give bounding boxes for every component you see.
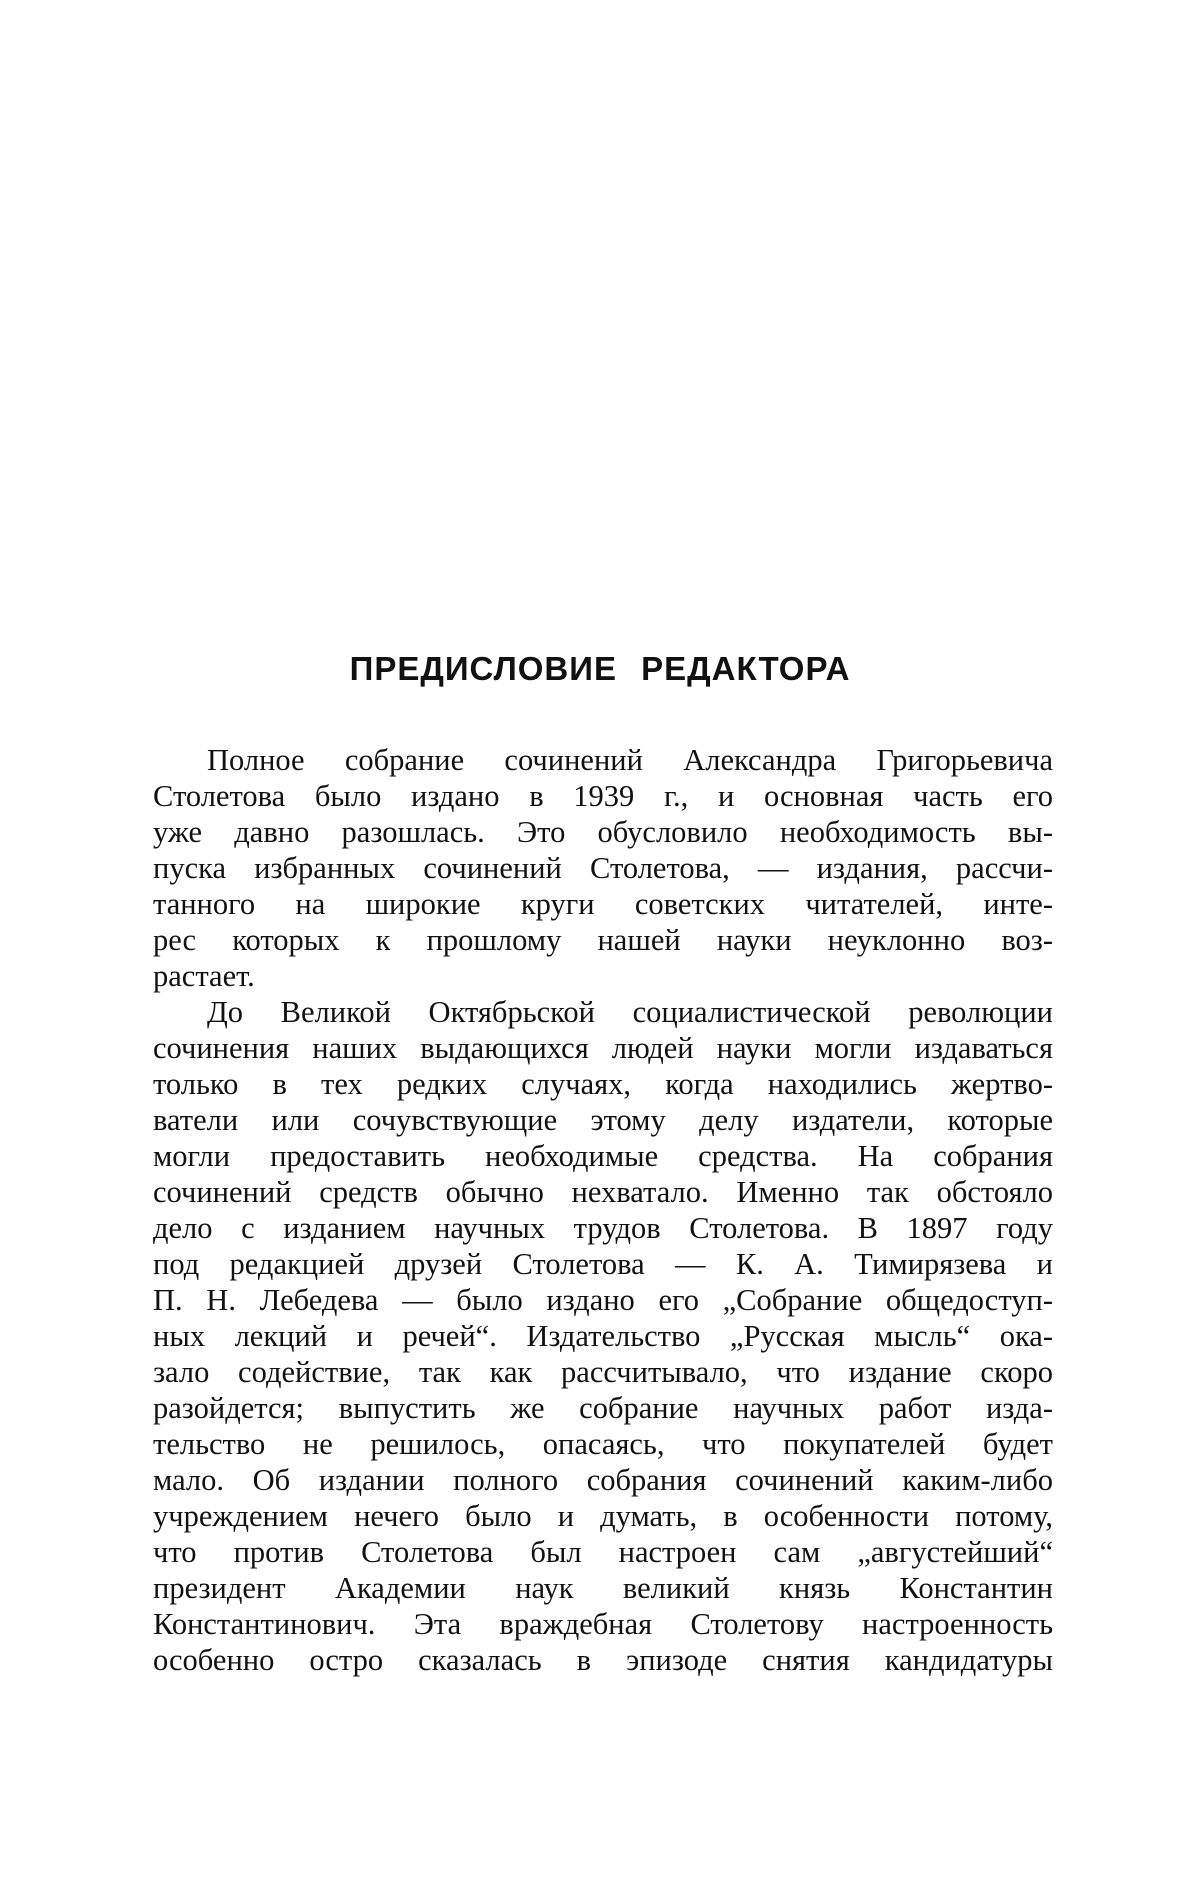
text-line: особенно остро сказалась в эпизоде снятия кандидатуры [153, 1642, 1053, 1678]
text-line: Полное собрание сочинений Александра Григорьевича [153, 742, 1053, 778]
text-line: уже давно разошлась. Это обусловило необходимость вы- [153, 814, 1053, 850]
text-line: что против Столетова был настроен сам „августейший“ [153, 1534, 1053, 1570]
text-line: пуска избранных сочинений Столетова, — издания, рассчи- [153, 850, 1053, 886]
text-line: учреждением нечего было и думать, в особенности потому, [153, 1498, 1053, 1534]
text-line: растает. [153, 958, 1053, 994]
text-line: рес которых к прошлому нашей науки неуклонно воз- [153, 922, 1053, 958]
text-line: П. Н. Лебедева — было издано его „Собрание общедоступ- [153, 1282, 1053, 1318]
page-title: ПРЕДИСЛОВИЕ РЕДАКТОРА [0, 650, 1200, 688]
text-line: разойдется; выпустить же собрание научных работ изда- [153, 1390, 1053, 1426]
text-line: могли предоставить необходимые средства. На собрания [153, 1138, 1053, 1174]
paragraph-1 [153, 742, 1053, 994]
text-line: Столетова было издано в 1939 г., и основная часть его [153, 778, 1053, 814]
text-line: только в тех редких случаях, когда находились жертво- [153, 1066, 1053, 1102]
text-line: президент Академии наук великий князь Константин [153, 1570, 1053, 1606]
text-line: Константинович. Эта враждебная Столетову настроенность [153, 1606, 1053, 1642]
body-text [153, 742, 1053, 1678]
document-page [0, 0, 1200, 1880]
text-line: танного на широкие круги советских читателей, инте- [153, 886, 1053, 922]
text-line: тельство не решилось, опасаясь, что покупателей будет [153, 1426, 1053, 1462]
text-line: сочинения наших выдающихся людей науки могли издаваться [153, 1030, 1053, 1066]
text-line: зало содействие, так как рассчитывало, что издание скоро [153, 1354, 1053, 1390]
paragraph-2 [153, 994, 1053, 1678]
text-line: сочинений средств обычно нехватало. Именно так обстояло [153, 1174, 1053, 1210]
text-line: мало. Об издании полного собрания сочинений каким-либо [153, 1462, 1053, 1498]
text-line: ных лекций и речей“. Издательство „Русская мысль“ ока- [153, 1318, 1053, 1354]
text-line: под редакцией друзей Столетова — К. А. Тимирязева и [153, 1246, 1053, 1282]
text-line: До Великой Октябрьской социалистической революции [153, 994, 1053, 1030]
text-line: ватели или сочувствующие этому делу издатели, которые [153, 1102, 1053, 1138]
text-line: дело с изданием научных трудов Столетова. В 1897 году [153, 1210, 1053, 1246]
